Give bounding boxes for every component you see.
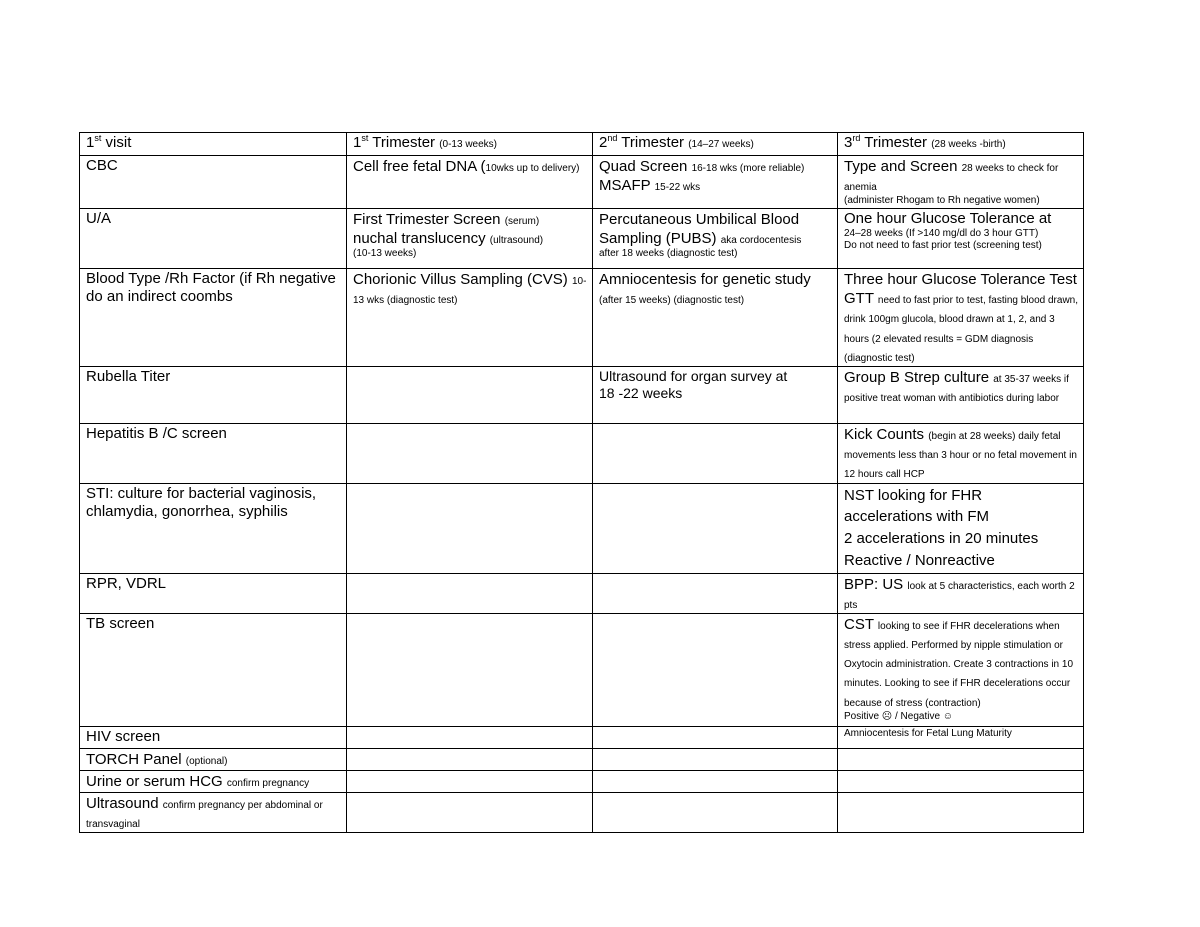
first-trimester-cell: Chorionic Villus Sampling (CVS) 10-13 wks (diagnostic test) xyxy=(347,269,593,367)
third-trimester-cell: One hour Glucose Tolerance at 24–28 weeks (If >140 mg/dl do 3 hour GTT) Do not need to fast prior test (screening test) xyxy=(838,209,1084,269)
first-visit-cell: Urine or serum HCG confirm pregnancy xyxy=(80,770,347,792)
second-trimester-cell xyxy=(593,483,838,573)
first-visit-cell: HIV screen xyxy=(80,726,347,748)
table-row xyxy=(80,770,1084,792)
table-header-row xyxy=(80,133,1084,156)
first-visit-cell: Ultrasound confirm pregnancy per abdominal or transvaginal xyxy=(80,792,347,832)
first-visit-cell: Blood Type /Rh Factor (if Rh negative do an indirect coombs xyxy=(80,269,347,367)
third-trimester-cell xyxy=(838,748,1084,770)
second-trimester-cell xyxy=(593,613,838,726)
table-row xyxy=(80,156,1084,209)
first-trimester-cell xyxy=(347,573,593,613)
table-row xyxy=(80,748,1084,770)
second-trimester-cell: Percutaneous Umbilical Blood Sampling (PUBS) aka cordocentesis after 18 weeks (diagnostic test) xyxy=(593,209,838,269)
table-row xyxy=(80,792,1084,832)
first-visit-cell: STI: culture for bacterial vaginosis, chlamydia, gonorrhea, syphilis xyxy=(80,483,347,573)
third-trimester-cell: Amniocentesis for Fetal Lung Maturity xyxy=(838,726,1084,748)
table-row xyxy=(80,269,1084,367)
first-visit-cell: TORCH Panel (optional) xyxy=(80,748,347,770)
first-trimester-cell xyxy=(347,770,593,792)
third-trimester-cell: Group B Strep culture at 35-37 weeks if positive treat woman with antibiotics during labor xyxy=(838,366,1084,423)
header-first-visit: 1st visit xyxy=(80,133,347,156)
second-trimester-cell xyxy=(593,748,838,770)
second-trimester-cell: Ultrasound for organ survey at 18 -22 weeks xyxy=(593,366,838,423)
table-row xyxy=(80,483,1084,573)
first-visit-cell: Hepatitis B /C screen xyxy=(80,423,347,483)
third-trimester-cell xyxy=(838,770,1084,792)
third-trimester-cell: Kick Counts (begin at 28 weeks) daily fetal movements less than 3 hour or no fetal movement in 12 hours call HCP xyxy=(838,423,1084,483)
second-trimester-cell xyxy=(593,573,838,613)
cst-result-legend: Positive ☹ / Negative ☺ xyxy=(844,710,954,722)
first-visit-cell: U/A xyxy=(80,209,347,269)
third-trimester-cell: Type and Screen 28 weeks to check for anemia (administer Rhogam to Rh negative women) xyxy=(838,156,1084,209)
first-trimester-cell: First Trimester Screen (serum) nuchal translucency (ultrasound) (10-13 weeks) xyxy=(347,209,593,269)
first-trimester-cell: Cell free fetal DNA (10wks up to delivery) xyxy=(347,156,593,209)
first-visit-cell: CBC xyxy=(80,156,347,209)
first-visit-cell: RPR, VDRL xyxy=(80,573,347,613)
first-trimester-cell xyxy=(347,366,593,423)
first-trimester-cell xyxy=(347,613,593,726)
table-row xyxy=(80,209,1084,269)
second-trimester-cell xyxy=(593,726,838,748)
header-first-trimester: 1st Trimester (0-13 weeks) xyxy=(347,133,593,156)
third-trimester-cell: Three hour Glucose Tolerance Test GTT need to fast prior to test, fasting blood drawn, drink 100gm glucola, blood drawn at 1, 2, and 3 hours (2 elevated results = GDM diagnosis (diagnostic test) xyxy=(838,269,1084,367)
second-trimester-cell: Quad Screen 16-18 wks (more reliable) MSAFP 15-22 wks xyxy=(593,156,838,209)
first-trimester-cell xyxy=(347,423,593,483)
second-trimester-cell xyxy=(593,770,838,792)
table-row xyxy=(80,423,1084,483)
first-trimester-cell xyxy=(347,726,593,748)
first-trimester-cell xyxy=(347,792,593,832)
third-trimester-cell: CST looking to see if FHR decelerations when stress applied. Performed by nipple stimulation or Oxytocin administration. Create 3 contractions in 10 minutes. Looking to see if FHR decelerations occur because of stress (contraction) Positive ☹ / Negative ☺ xyxy=(838,613,1084,726)
table-row xyxy=(80,613,1084,726)
second-trimester-cell: Amniocentesis for genetic study (after 15 weeks) (diagnostic test) xyxy=(593,269,838,367)
prenatal-care-table xyxy=(79,132,1084,833)
third-trimester-cell: BPP: US look at 5 characteristics, each worth 2 pts xyxy=(838,573,1084,613)
table-row xyxy=(80,573,1084,613)
header-third-trimester: 3rd Trimester (28 weeks -birth) xyxy=(838,133,1084,156)
third-trimester-cell: NST looking for FHR accelerations with FM 2 accelerations in 20 minutes Reactive / Nonreactive xyxy=(838,483,1084,573)
first-trimester-cell xyxy=(347,483,593,573)
header-second-trimester: 2nd Trimester (14–27 weeks) xyxy=(593,133,838,156)
first-visit-cell: TB screen xyxy=(80,613,347,726)
first-visit-cell: Rubella Titer xyxy=(80,366,347,423)
third-trimester-cell xyxy=(838,792,1084,832)
table-row xyxy=(80,366,1084,423)
second-trimester-cell xyxy=(593,423,838,483)
table-row xyxy=(80,726,1084,748)
first-trimester-cell xyxy=(347,748,593,770)
second-trimester-cell xyxy=(593,792,838,832)
